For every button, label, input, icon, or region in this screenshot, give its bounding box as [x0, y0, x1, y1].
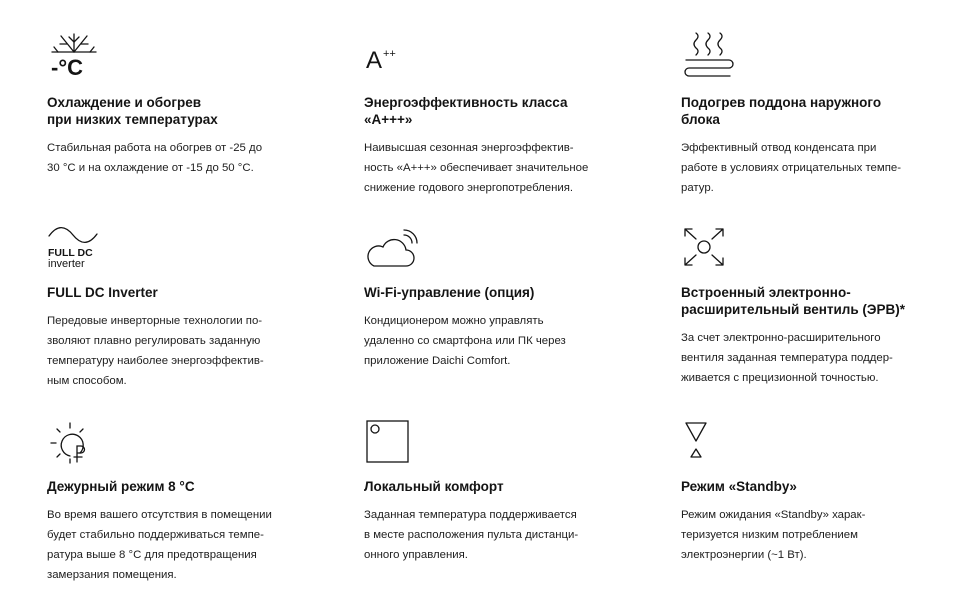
feature-description: Стабильная работа на обогрев от -25 до 30 °С и на охлаждение от -15 до 50 °С.	[47, 142, 263, 174]
feature-title: Подогрев поддона наружного блока	[681, 95, 882, 127]
feature-full-dc-inverter	[47, 226, 327, 391]
expansion-valve-icon	[681, 226, 741, 270]
energy-class-plus: ++	[383, 48, 396, 60]
feature-description: Заданная температура поддерживается в месте расположения пульта дистанци- онного управления.	[364, 509, 579, 561]
full-dc-inverter-icon	[47, 226, 107, 270]
feature-description: Кондиционером можно управлять удаленно со смартфона или ПК через приложение Daichi Comfort.	[364, 315, 566, 367]
standby-sun-thermometer-icon	[47, 420, 107, 464]
feature-heated-tray	[681, 30, 951, 198]
feature-low-temp	[47, 30, 327, 178]
feature-energy-class	[364, 30, 644, 198]
feature-standby-mode	[681, 420, 951, 565]
feature-wifi	[364, 226, 644, 371]
feature-title: Энергоэффективность класса «А+++»	[364, 95, 568, 127]
feature-title: Wi-Fi-управление (опция)	[364, 285, 535, 300]
inverter-label-line1: FULL DC	[48, 247, 93, 259]
feature-title: Дежурный режим 8 °С	[47, 479, 195, 494]
local-comfort-remote-icon	[364, 420, 424, 464]
feature-expansion-valve	[681, 226, 951, 388]
feature-title: Охлаждение и обогрев при низких температурах	[47, 95, 218, 127]
heated-tray-icon	[681, 30, 741, 80]
feature-title: FULL DC Inverter	[47, 285, 158, 300]
inverter-label-line2: inverter	[48, 258, 85, 270]
feature-standby-8c	[47, 420, 327, 585]
feature-description: Передовые инверторные технологии по- зволяют плавно регулировать заданную температуру наиболее энергоэффектив- ным способом.	[47, 315, 264, 387]
feature-description: Наивысшая сезонная энергоэффектив- ность «А+++» обеспечивает значительное снижение годового энергопотребления.	[364, 142, 589, 194]
energy-class-letter: A	[366, 47, 383, 74]
feature-title: Локальный комфорт	[364, 479, 504, 494]
feature-title: Встроенный электронно- расширительный вентиль (ЭРВ)*	[681, 285, 906, 317]
feature-description: За счет электронно-расширительного вентиля заданная температура поддер- живается с прецизионной точностью.	[681, 332, 893, 384]
standby-mode-icon	[681, 420, 741, 464]
feature-local-comfort	[364, 420, 644, 565]
temperature-label: -°C	[51, 55, 84, 80]
energy-class-a-plus-plus-icon	[364, 30, 424, 80]
feature-description: Режим ожидания «Standby» харак- теризуется низким потреблением электроэнергии (~1 Вт).	[681, 509, 866, 561]
snowflake-cold-temperature-icon	[47, 30, 107, 80]
feature-title: Режим «Standby»	[681, 479, 797, 494]
feature-description: Эффективный отвод конденсата при работе в условиях отрицательных темпе- ратур.	[681, 142, 902, 194]
wifi-cloud-icon	[364, 226, 424, 270]
feature-description: Во время вашего отсутствия в помещении будет стабильно поддерживаться темпе- ратура выше 8 °С для предотвращения замерзания помещения.	[47, 509, 272, 581]
